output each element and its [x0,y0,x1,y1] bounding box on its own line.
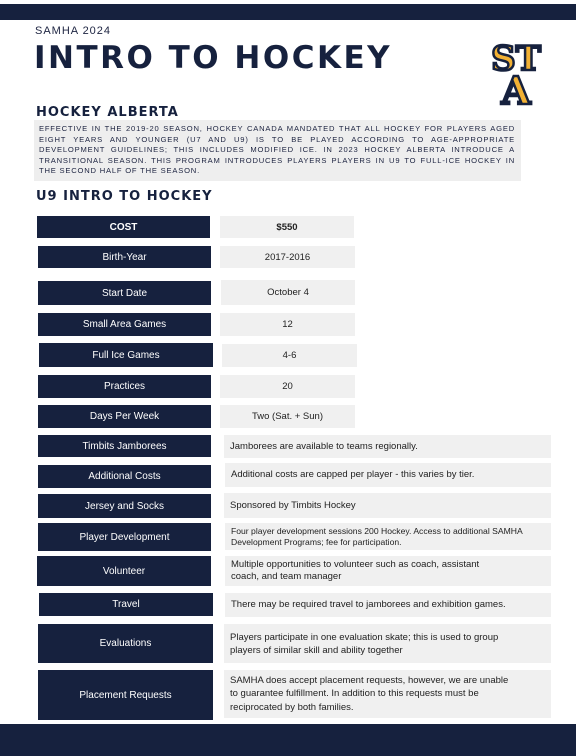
row-label-player-development: Player Development [38,523,211,551]
row-label-timbits-jamborees: Timbits Jamborees [38,435,211,457]
row-label-additional-costs: Additional Costs [38,465,211,488]
row-label-evaluations: Evaluations [38,624,213,663]
row-value-volunteer: Multiple opportunities to volunteer such as coach, assistant coach, and team manager [225,556,551,586]
page-kicker: SAMHA 2024 [35,25,112,37]
logo-text-bottom: A [501,68,531,108]
row-value-start-date: October 4 [221,280,355,305]
row-value-practices: 20 [220,375,355,398]
intro-paragraph: EFFECTIVE IN THE 2019-20 SEASON, HOCKEY CANADA MANDATED THAT ALL HOCKEY FOR PLAYERS AGED EIGHT YEARS AND YOUNGER (U7 AND U9) IS TO BE PLAYED ACCORDING TO AGE-APPROPRIATE DEVELOPMENT GUIDELINES; THIS INCLUDES MODIFIED ICE. IN 2023 HOCKEY ALBERTA INTRODUCE A TRANSITIONAL SEASON. THIS PROGRAM INTRODUCES PLAYERS PLAYERS IN U9 TO FULL-ICE HOCKEY IN THE SECOND HALF OF THE SEASON. [34,120,521,181]
row-label-placement-requests: Placement Requests [38,670,213,720]
top-banner-bar [0,4,576,20]
row-value-timbits-jamborees: Jamborees are available to teams regionally. [224,435,551,458]
row-label-start-date: Start Date [38,281,211,305]
row-label-jersey-and-socks: Jersey and Socks [38,494,211,518]
row-label-full-ice-games: Full Ice Games [39,343,213,367]
hockey-alberta-heading: HOCKEY ALBERTA [36,105,179,120]
row-label-practices: Practices [38,375,211,398]
row-value-small-area-games: 12 [220,313,355,336]
row-label-birth-year: Birth-Year [38,246,211,268]
row-value-full-ice-games: 4-6 [222,344,357,367]
row-value-cost: $550 [220,216,354,238]
logo-text-top: ST [491,39,541,79]
row-label-days-per-week: Days Per Week [38,405,211,428]
u9-program-heading: U9 INTRO TO HOCKEY [36,189,213,204]
row-label-small-area-games: Small Area Games [38,313,211,336]
row-value-days-per-week: Two (Sat. + Sun) [220,405,355,428]
row-label-volunteer: Volunteer [37,556,211,586]
row-value-travel: There may be required travel to jamborees and exhibition games. [225,593,551,617]
row-value-evaluations: Players participate in one evaluation skate; this is used to group players of similar skill and ability together [224,624,551,663]
row-label-cost: COST [37,216,210,238]
st-a-logo [486,38,546,108]
row-value-jersey-and-socks: Sponsored by Timbits Hockey [224,493,551,518]
row-label-travel: Travel [39,593,213,616]
bottom-banner-bar [0,724,576,756]
row-value-additional-costs: Additional costs are capped per player - this varies by tier. [225,463,551,487]
row-value-birth-year: 2017-2016 [220,246,355,268]
page-title: INTRO TO HOCKEY [34,40,393,76]
row-value-player-development: Four player development sessions 200 Hockey. Access to additional SAMHA Development Programs; fee for participation. [225,523,551,550]
row-value-placement-requests: SAMHA does accept placement requests, however, we are unable to guarantee fulfillment. In addition to this requests must be reciprocated by both families. [224,670,551,718]
